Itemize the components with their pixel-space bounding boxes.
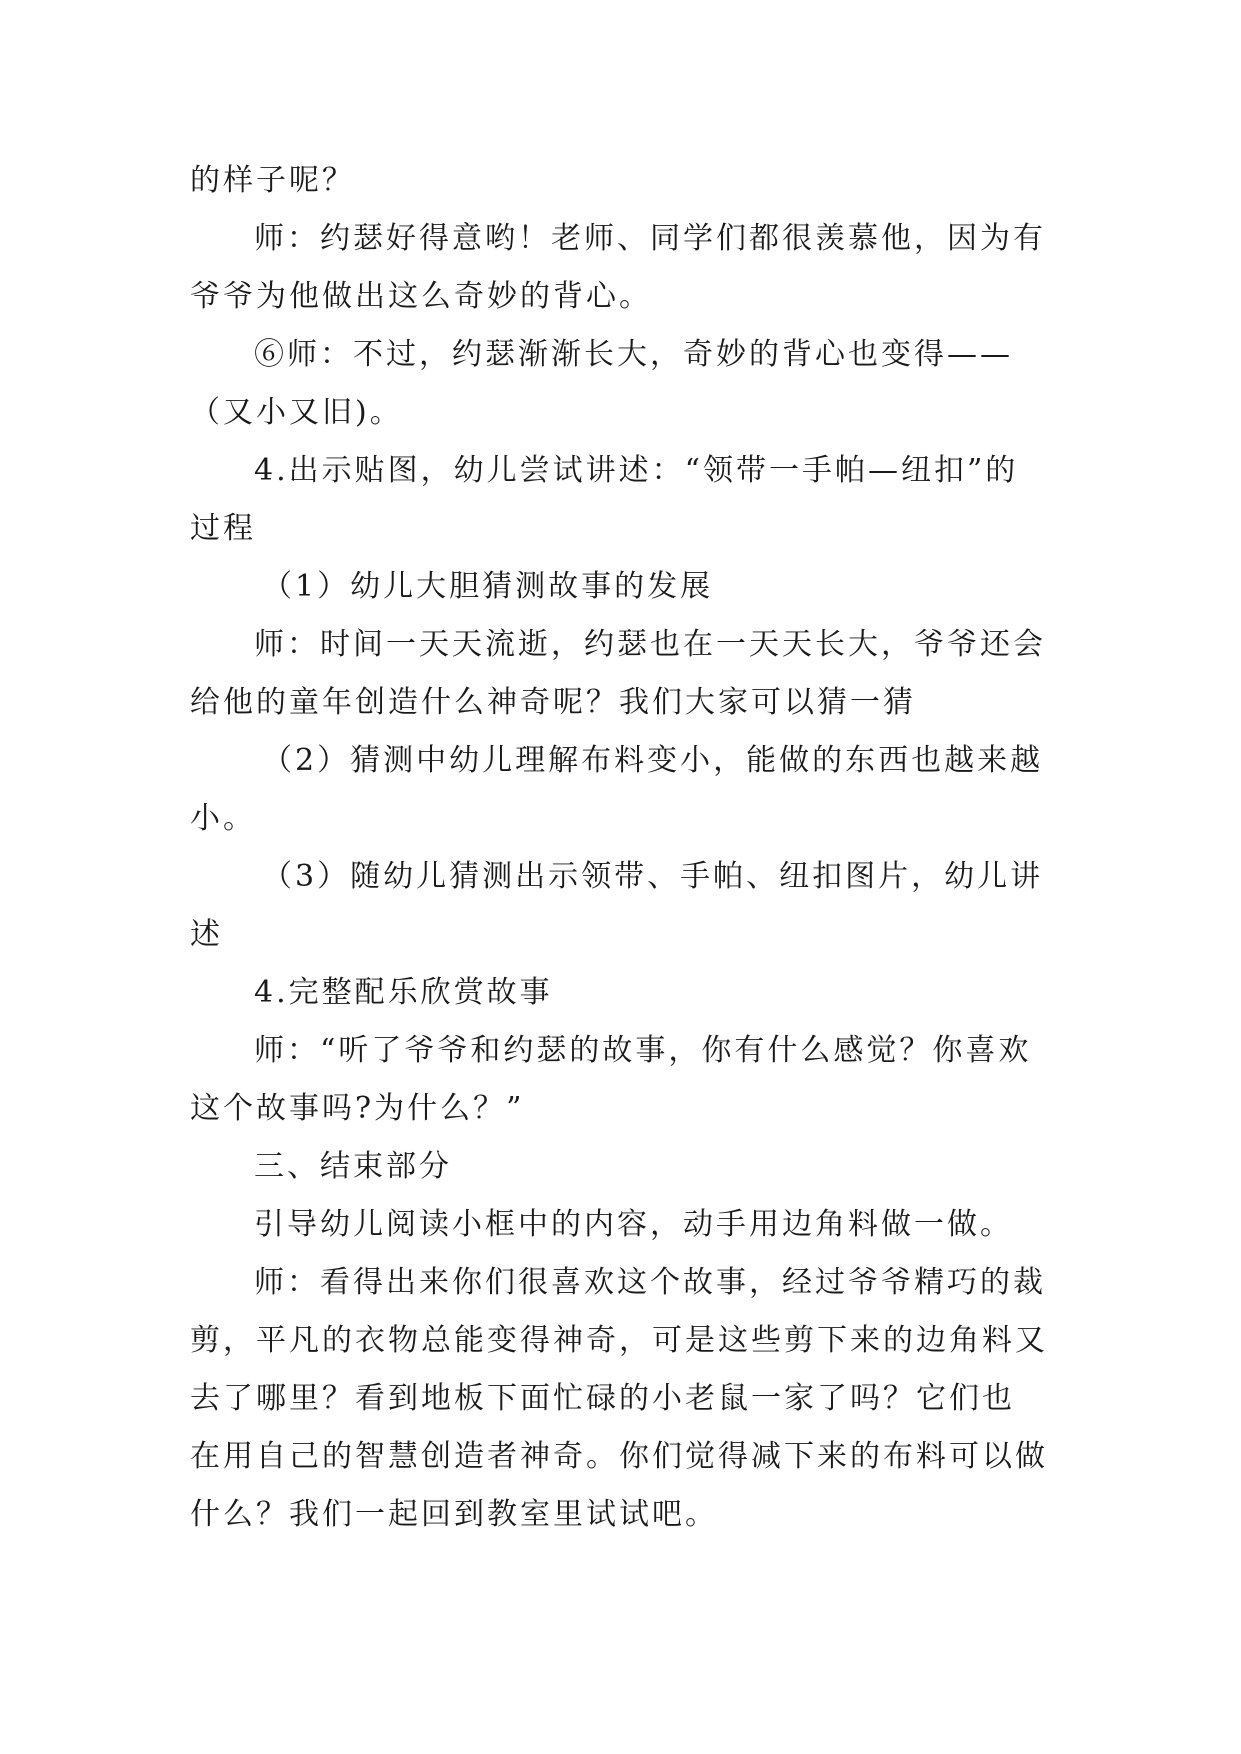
text-line: 什么？我们一起回到教室里试试吧。 (190, 1497, 718, 1532)
text-line: 师：看得出来你们很喜欢这个故事，经过爷爷精巧的裁 (254, 1265, 1046, 1300)
text-line: 去了哪里？看到地板下面忙碌的小老鼠一家了吗？它们也 (190, 1381, 1015, 1416)
text-line: 4.完整配乐欣赏故事 (254, 975, 553, 1010)
text-line: 三、结束部分 (254, 1149, 452, 1184)
text-line: 述 (190, 917, 223, 952)
text-line: 的样子呢？ (190, 163, 355, 198)
text-line: 在用自己的智慧创造者神奇。你们觉得减下来的布料可以做 (190, 1439, 1048, 1474)
text-line: 小。 (190, 801, 256, 836)
text-line: 这个故事吗?为什么？” (190, 1091, 525, 1126)
text-line: （1）幼儿大胆猜测故事的发展 (262, 569, 714, 604)
text-line: （又小又旧)。 (190, 395, 403, 430)
text-line: ⑥师：不过，约瑟渐渐长大，奇妙的背心也变得—— (254, 337, 1013, 372)
document-page (190, 152, 1050, 1544)
text-line: 师：时间一天天流逝，约瑟也在一天天长大，爷爷还会 (254, 627, 1046, 662)
text-line: 过程 (190, 511, 256, 546)
text-line: 4.出示贴图，幼儿尝试讲述：“领带一手帕—纽扣”的 (254, 453, 1019, 488)
text-line: 引导幼儿阅读小框中的内容，动手用边角料做一做。 (254, 1207, 1013, 1242)
text-line: 师：约瑟好得意哟！老师、同学们都很羡慕他，因为有 (254, 221, 1046, 256)
text-line: （2）猜测中幼儿理解布料变小，能做的东西也越来越 (262, 743, 1044, 778)
text-line: 剪，平凡的衣物总能变得神奇，可是这些剪下来的边角料又 (190, 1323, 1048, 1358)
text-line: 师：“听了爷爷和约瑟的故事，你有什么感觉？你喜欢 (254, 1033, 1032, 1068)
text-line: 爷爷为他做出这么奇妙的背心。 (190, 279, 652, 314)
text-line: （3）随幼儿猜测出示领带、手帕、纽扣图片，幼儿讲 (262, 859, 1044, 894)
text-line: 给他的童年创造什么神奇呢？我们大家可以猜一猜 (190, 685, 916, 720)
